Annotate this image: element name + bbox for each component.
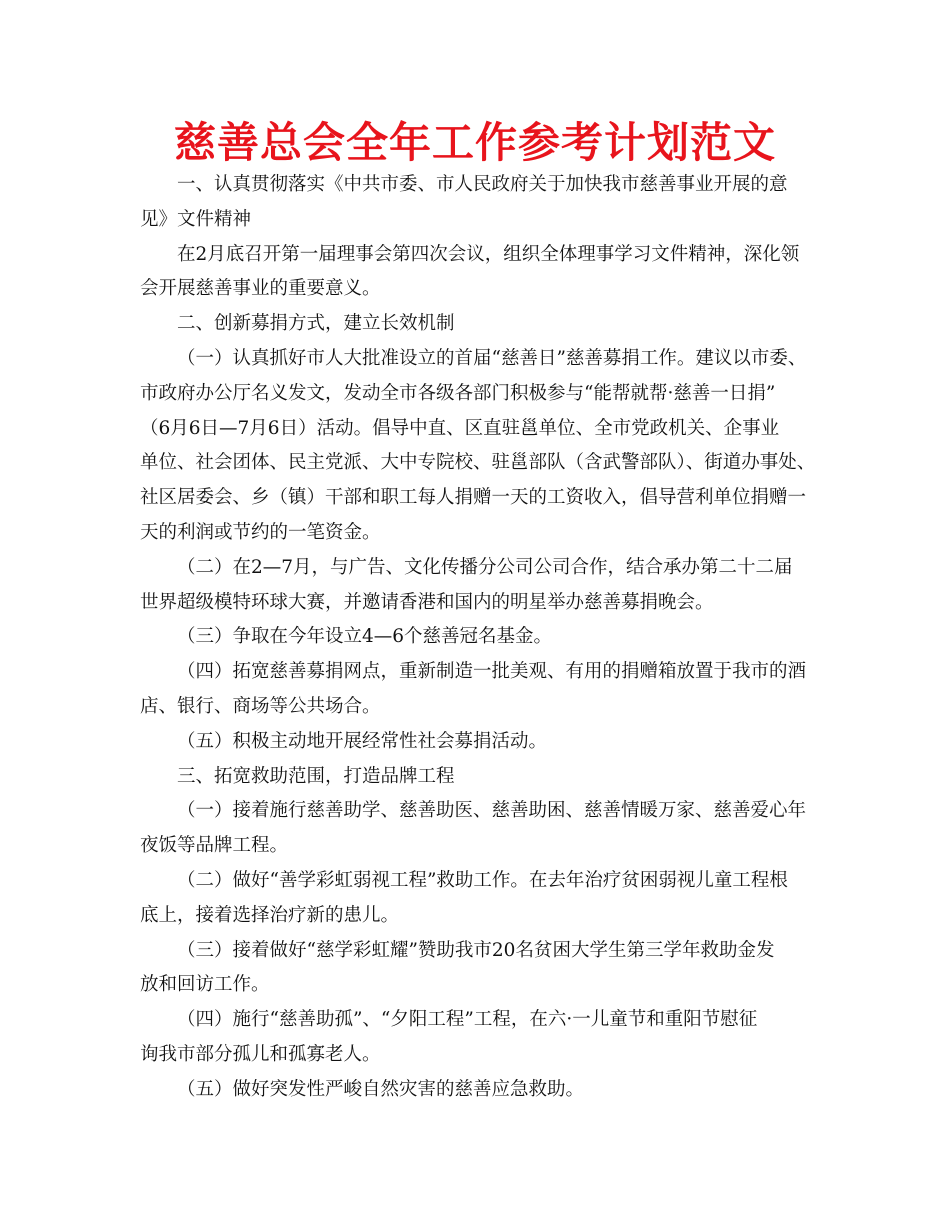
paragraph-line: 社区居委会、乡（镇）干部和职工每人捐赠一天的工资收入，倡导营利单位捐赠一 xyxy=(140,487,807,509)
paragraph xyxy=(140,238,812,308)
paragraph-line: （四）施行“慈善助孤”、“夕阳工程”工程，在六·一儿童节和重阳节慰征 xyxy=(177,1009,758,1031)
paragraph-line: 单位、社会团体、民主党派、大中专院校、驻邕部队（含武警部队）、街道办事处、 xyxy=(140,452,816,474)
paragraph xyxy=(140,1073,812,1108)
paragraph-line: （二）在2—7月，与广告、文化传播分公司公司合作，结合承办第二十二届 xyxy=(177,556,793,578)
paragraph-line: 市政府办公厅名义发文，发动全市各级各部门积极参与“能帮就帮·慈善一日捐” xyxy=(140,382,776,404)
paragraph-line: 会开展慈善事业的重要意义。 xyxy=(140,278,381,300)
paragraph-line: （四）拓宽慈善募捐网点，重新制造一批美观、有用的捐赠箱放置于我市的酒 xyxy=(177,661,807,683)
document-body xyxy=(140,168,816,1108)
paragraph-line: 二、创新募捐方式，建立长效机制 xyxy=(177,313,455,335)
paragraph-line: 一、认真贯彻落实《中共市委、市人民政府关于加快我市慈善事业开展的意 xyxy=(177,174,788,195)
paragraph-line: 天的利润或节约的一笔资金。 xyxy=(140,521,381,543)
paragraph xyxy=(140,725,812,760)
paragraph xyxy=(140,307,812,342)
paragraph-line: 见》文件精神 xyxy=(140,208,252,230)
paragraph-line: 世界超级模特环球大赛，并邀请香港和国内的明星举办慈善募捐晚会。 xyxy=(140,591,714,613)
paragraph-line: （五）做好突发性严峻自然灾害的慈善应急救助。 xyxy=(177,1078,585,1100)
paragraph xyxy=(140,168,812,238)
paragraph-line: 放和回访工作。 xyxy=(140,974,270,996)
paragraph-line: （一）认真抓好市人大批准设立的首届“慈善日”慈善募捐工作。建议以市委、 xyxy=(177,347,807,369)
paragraph-line: （五）积极主动地开展经常性社会募捐活动。 xyxy=(177,730,548,752)
paragraph xyxy=(140,864,812,934)
paragraph-line: 询我市部分孤儿和孤寡老人。 xyxy=(140,1043,381,1065)
paragraph xyxy=(140,342,816,551)
paragraph xyxy=(140,760,812,795)
paragraph-line: 在2月底召开第一届理事会第四次会议，组织全体理事学习文件精神，深化领 xyxy=(177,243,800,265)
paragraph xyxy=(140,794,812,864)
paragraph-line: （一）接着施行慈善助学、慈善助医、慈善助困、慈善情暖万家、慈善爱心年 xyxy=(177,800,807,822)
paragraph-line: （6月6日—7月6日）活动。倡导中直、区直驻邕单位、全市党政机关、企事业 xyxy=(140,417,780,439)
paragraph xyxy=(140,620,812,655)
document-title: 慈善总会全年工作参考计划范文 xyxy=(173,118,776,167)
paragraph xyxy=(140,1003,812,1073)
paragraph xyxy=(140,655,812,725)
paragraph-line: （三）接着做好“慈学彩虹耀”赞助我市20名贫困大学生第三学年救助金发 xyxy=(177,939,775,961)
paragraph-line: （三）争取在今年设立4—6个慈善冠名基金。 xyxy=(177,626,553,648)
paragraph-line: 店、银行、商场等公共场合。 xyxy=(140,695,381,717)
paragraph-line: 底上，接着选择治疗新的患儿。 xyxy=(140,904,400,926)
paragraph-line: 三、拓宽救助范围，打造品牌工程 xyxy=(177,765,455,787)
paragraph xyxy=(140,551,812,621)
paragraph xyxy=(140,934,812,1004)
paragraph-line: （二）做好“善学彩虹弱视工程”救助工作。在去年治疗贫困弱视儿童工程根 xyxy=(177,869,788,891)
paragraph-line: 夜饭等品牌工程。 xyxy=(140,835,289,857)
